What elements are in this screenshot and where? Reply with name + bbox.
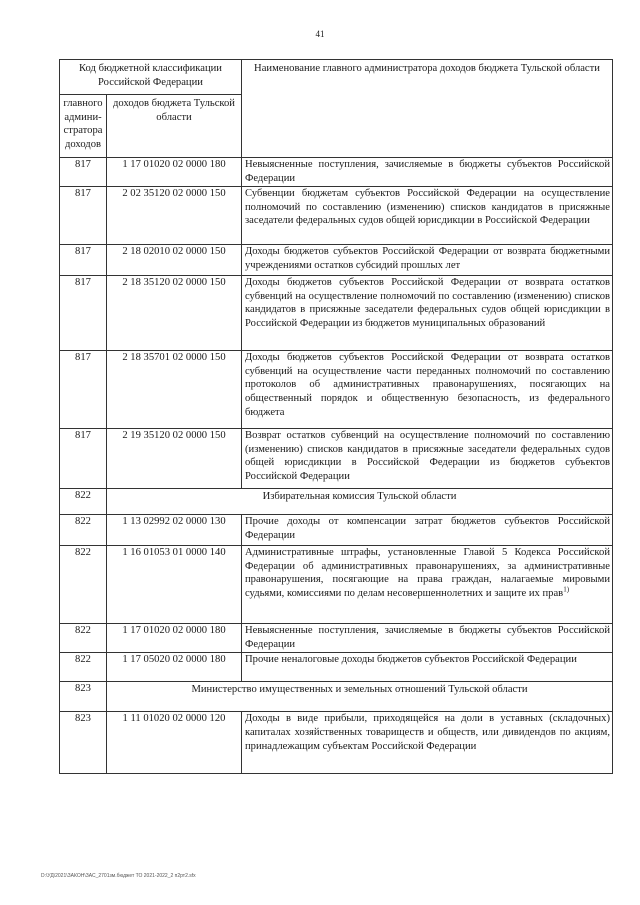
table-row [60, 712, 613, 774]
header-name-group: Наименование главного администратора доходов бюджета Тульской области [242, 60, 613, 158]
admin-code-cell: 822 [60, 515, 107, 546]
revenue-name-cell: Доходы бюджетов субъектов Российской Федерации от возврата остатков субвенций на осуществление части переданных полномочий по составлению протоколов об административных правонарушениях, посягающих на общественный порядок и общественную безопасность, из федерального бюджета [242, 351, 613, 429]
table-row [60, 546, 613, 624]
page-number: 41 [315, 29, 325, 39]
revenue-name-cell: Прочие неналоговые доходы бюджетов субъектов Российской Федерации [242, 653, 613, 682]
admin-code-cell: 822 [60, 653, 107, 682]
revenue-code-cell: 1 17 05020 02 0000 180 [107, 653, 242, 682]
revenue-name-cell: Субвенции бюджетам субъектов Российской Федерации на осуществление полномочий по составлению (изменению) списков кандидатов в присяжные заседатели федеральных судов общей юрисдикции в Российской Федерации [242, 187, 613, 245]
revenue-code-cell: 2 18 35120 02 0000 150 [107, 276, 242, 351]
header-code-group: Код бюджетной классификации Российской Федерации [60, 60, 242, 95]
revenue-name-cell: Возврат остатков субвенций на осуществление полномочий по составлению (изменению) списков кандидатов в присяжные заседатели федеральных судов общей юрисдикции в Российской Федерации из бюджетов субъектов Российской Федерации [242, 429, 613, 489]
table-row [60, 351, 613, 429]
admin-code-cell: 822 [60, 489, 107, 515]
admin-code-cell: 817 [60, 158, 107, 187]
revenue-name-cell: Невыясненные поступления, зачисляемые в бюджеты субъектов Российской Федерации [242, 158, 613, 187]
revenue-code-cell: 2 02 35120 02 0000 150 [107, 187, 242, 245]
table-row [60, 624, 613, 653]
file-path-footer: D:\УД\2021\ЗАКОН\ЗАС_2701зм.бюджет ТО 2021-2022_2 п2рт2.sfx [41, 873, 196, 879]
revenue-name-cell: Доходы бюджетов субъектов Российской Федерации от возврата остатков субвенций на осуществление полномочий по составлению (изменению) списков кандидатов в присяжные заседатели федеральных судов общей юрисдикции в Российской Федерации из бюджетов муниципальных образований [242, 276, 613, 351]
revenue-code-cell: 1 13 02992 02 0000 130 [107, 515, 242, 546]
admin-code-cell: 822 [60, 624, 107, 653]
admin-code-cell: 823 [60, 712, 107, 774]
section-row [60, 489, 613, 515]
revenue-code-cell: 1 17 01020 02 0000 180 [107, 624, 242, 653]
revenue-code-cell: 2 18 35701 02 0000 150 [107, 351, 242, 429]
admin-code-cell: 817 [60, 351, 107, 429]
table-row [60, 158, 613, 187]
table-row [60, 245, 613, 276]
section-row [60, 682, 613, 712]
admin-code-cell: 817 [60, 187, 107, 245]
table-row [60, 187, 613, 245]
revenue-name-cell: Доходы бюджетов субъектов Российской Федерации от возврата бюджетными учреждениями остатков субсидий прошлых лет [242, 245, 613, 276]
table-row [60, 515, 613, 546]
section-title: Министерство имущественных и земельных отношений Тульской области [107, 682, 613, 712]
admin-code-cell: 817 [60, 245, 107, 276]
table-row [60, 653, 613, 682]
revenue-code-cell: 1 16 01053 01 0000 140 [107, 546, 242, 624]
revenue-code-cell: 1 17 01020 02 0000 180 [107, 158, 242, 187]
revenue-administrators-table [59, 59, 613, 774]
revenue-name-cell: Невыясненные поступления, зачисляемые в бюджеты субъектов Российской Федерации [242, 624, 613, 653]
admin-code-cell: 817 [60, 276, 107, 351]
revenue-code-cell: 2 18 02010 02 0000 150 [107, 245, 242, 276]
header-revenue-col: доходов бюджета Тульской области [107, 95, 242, 158]
table-row [60, 429, 613, 489]
footnote-mark: 1) [563, 585, 570, 594]
section-title: Избирательная комиссия Тульской области [107, 489, 613, 515]
admin-code-cell: 817 [60, 429, 107, 489]
admin-code-cell: 823 [60, 682, 107, 712]
header-admin-col: главного админи-стратора доходов [60, 95, 107, 158]
revenue-name-cell: Прочие доходы от компенсации затрат бюджетов субъектов Российской Федерации [242, 515, 613, 546]
revenue-name-cell: Доходы в виде прибыли, приходящейся на доли в уставных (складочных) капиталах хозяйственных товариществ и обществ, или дивидендов по акциям, принадлежащим субъектам Российской Федерации [242, 712, 613, 774]
revenue-code-cell: 2 19 35120 02 0000 150 [107, 429, 242, 489]
table-row [60, 276, 613, 351]
revenue-name-cell [242, 546, 613, 624]
revenue-name-text: Административные штрафы, установленные Главой 5 Кодекса Российской Федерации об административных правонарушениях, за административные правонарушения, посягающие на права граждан, налагаемые мировыми судьями, комиссиями по делам несовершеннолетних и защите их прав [245, 547, 610, 599]
admin-code-cell: 822 [60, 546, 107, 624]
revenue-code-cell: 1 11 01020 02 0000 120 [107, 712, 242, 774]
